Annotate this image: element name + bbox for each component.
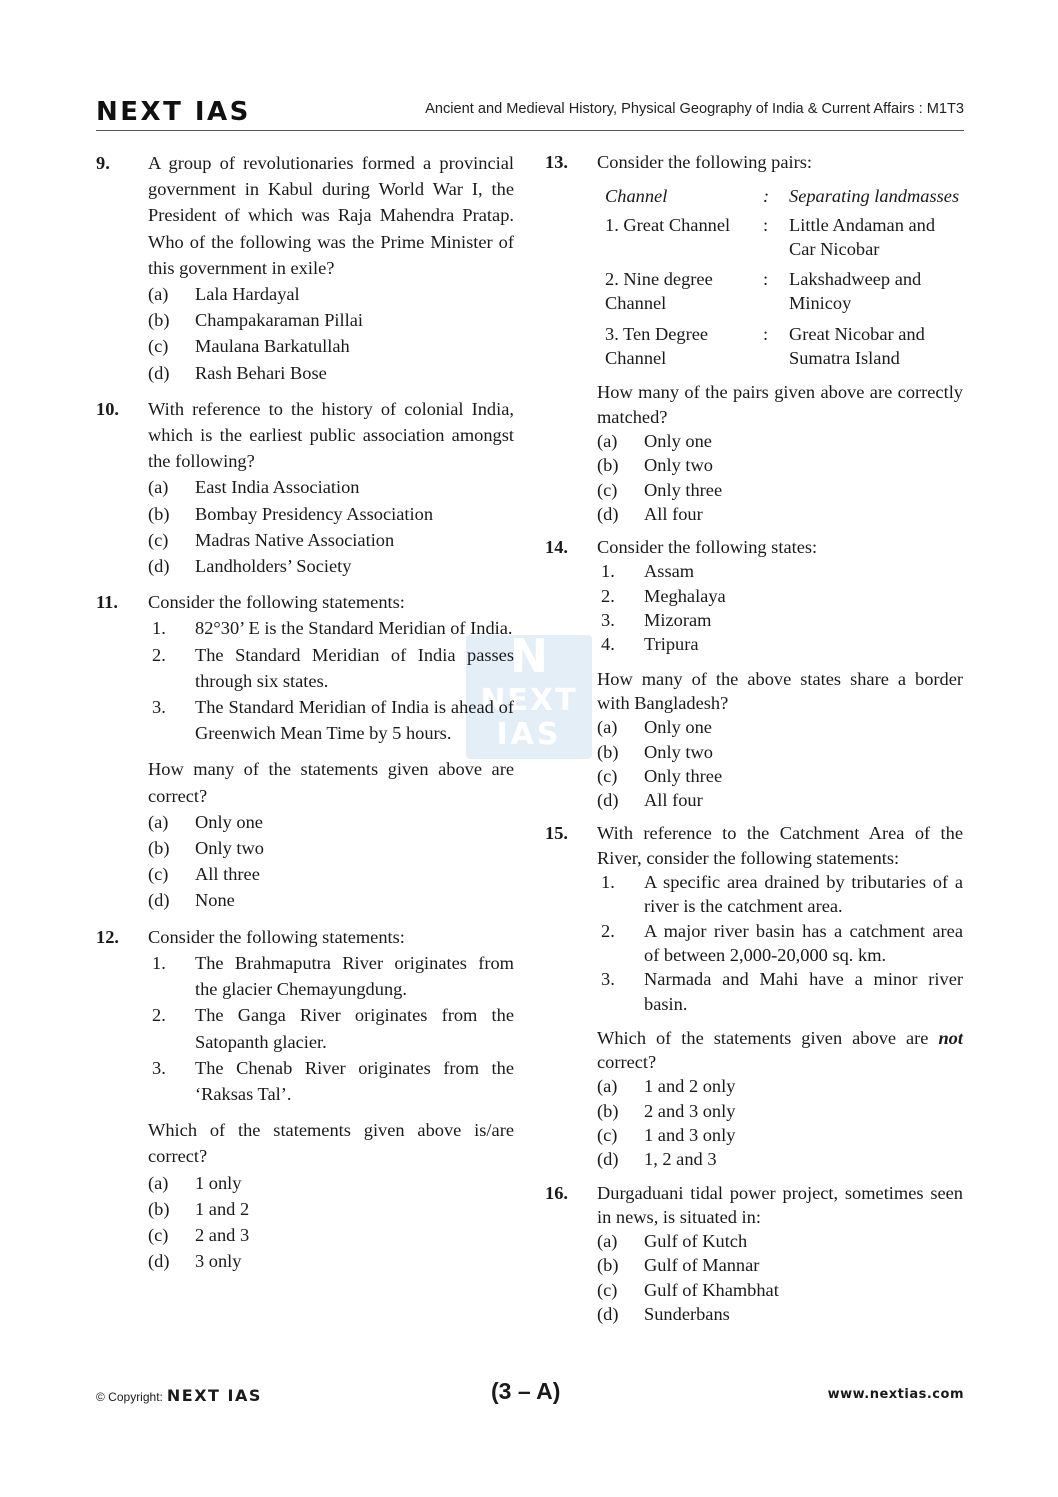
pair-sep: : [763,323,769,344]
question-stem: A group of revolutionaries formed a provincial government in Kabul during World War I, the President of which was Raja Mahendra Pratap. Who of the following was the Prime Minister of this government in exile? [148,153,514,278]
statement-number: 1. [152,952,166,973]
state-1 [597,559,963,583]
option-text: Only one [195,811,263,832]
option-letter: (b) [148,310,170,331]
watermark-n: N [509,629,549,683]
statement-1 [148,950,514,1002]
option-b[interactable] [148,501,514,527]
statement-number: 1. [601,872,615,893]
option-d[interactable] [597,788,963,812]
statement-1 [148,615,514,641]
option-a[interactable] [148,281,514,307]
option-letter: (d) [597,1304,619,1325]
option-b[interactable] [148,1196,514,1222]
statement-2 [148,642,514,694]
option-c[interactable] [148,333,514,359]
option-text: 3 only [195,1251,242,1272]
option-letter: (d) [597,503,619,524]
option-letter: (b) [597,741,619,762]
option-letter: (a) [597,717,618,738]
option-b[interactable] [597,453,963,477]
option-text: 1, 2 and 3 [644,1149,717,1170]
option-text: Maulana Barkatullah [195,336,350,357]
option-text: 2 and 3 only [644,1100,736,1121]
statement-text: 82°30’ E is the Standard Meridian of India. [195,618,513,639]
pair-channel: 2. Nine degree Channel [605,269,713,314]
statement-number: 1. [152,618,166,639]
statement-number: 2. [601,585,615,606]
option-letter: (d) [597,1149,619,1170]
state-2 [597,584,963,608]
statement-3 [597,967,963,1016]
follow-text-a: Which of the statements given above are [597,1027,929,1048]
pair-row-2 [605,267,965,316]
option-text: 1 and 3 only [644,1124,736,1145]
left-column [96,150,514,1274]
statement-number: 3. [601,969,615,990]
option-b[interactable] [597,1253,963,1277]
option-b[interactable] [597,740,963,764]
option-letter: (b) [597,1100,619,1121]
option-c[interactable] [597,1123,963,1147]
pair-row-3 [605,322,965,371]
option-letter: (a) [597,1231,618,1252]
option-letter: (a) [148,811,169,832]
page-footer [96,1378,964,1408]
statement-number: 2. [152,644,166,665]
question-number: 11. [96,592,118,613]
question-stem: Durgaduani tidal power project, sometimes seen in news, is situated in: [597,1182,963,1227]
option-c[interactable] [597,764,963,788]
option-d[interactable] [148,887,514,913]
page-number: (3 – A) [491,1378,561,1404]
statement-text: Meghalaya [644,585,726,606]
statement-3 [148,694,514,746]
option-letter: (c) [597,479,618,500]
statement-text: Assam [644,561,695,582]
option-text: Only two [195,838,264,859]
option-letter: (a) [148,284,169,305]
option-letter: (d) [148,890,170,911]
option-a[interactable] [597,429,963,453]
question-number: 12. [96,926,119,947]
option-text: Bombay Presidency Association [195,503,434,524]
statement-3 [148,1055,514,1107]
header-title: Ancient and Medieval History, Physical Geography of India & Current Affairs : M1T3 [425,101,964,117]
question-follow: How many of the above states share a border with Bangladesh? [597,668,963,713]
question-stem: Consider the following pairs: [597,152,813,172]
option-text: 1 and 2 [195,1198,250,1219]
statement-text: The Standard Meridian of India is ahead of Greenwich Mean Time by 5 hours. [195,697,514,744]
option-b[interactable] [597,1099,963,1123]
option-text: None [195,890,235,911]
question-15 [545,821,963,1171]
statement-number: 2. [152,1005,166,1026]
statement-text: Mizoram [644,610,712,631]
option-text: All three [195,864,260,885]
option-letter: (c) [597,1124,618,1145]
option-text: Sunderbans [644,1304,730,1325]
statement-number: 3. [152,697,166,718]
statement-text: Narmada and Mahi have a minor river basin. [644,969,963,1014]
option-text: Madras Native Association [195,529,395,550]
option-text: Rash Behari Bose [195,362,327,383]
pairs-header-sep: : [763,186,770,207]
option-letter: (d) [148,556,170,577]
watermark-next: NEXT [480,683,578,718]
option-text: Only two [644,455,713,476]
question-number: 15. [545,823,568,844]
option-letter: (c) [597,765,618,786]
question-follow: How many of the statements given above are correct? [148,759,514,806]
pair-channel: 3. Ten Degree Channel [605,323,709,369]
statement-number: 1. [601,561,615,582]
option-a[interactable] [597,1074,963,1098]
question-follow [597,1026,963,1075]
statement-text: A specific area drained by tributaries of a river is the catchment area. [644,872,963,917]
option-text: Gulf of Khambhat [644,1279,779,1300]
option-letter: (d) [597,790,619,811]
statement-number: 3. [152,1057,166,1078]
option-text: Only one [644,717,712,738]
statement-2 [597,919,963,968]
option-text: Only one [644,430,712,451]
option-text: 1 and 2 only [644,1076,736,1097]
statement-text: Tripura [644,634,699,655]
option-letter: (c) [148,336,169,357]
question-stem: With reference to the Catchment Area of the River, consider the following statements: [597,823,963,868]
option-text: All four [644,790,703,811]
question-14 [545,535,963,812]
copyright [96,1386,262,1405]
right-column [545,150,963,1326]
question-9 [96,150,514,386]
option-letter: (d) [148,1251,170,1272]
statement-2 [148,1002,514,1054]
option-text: Only three [644,765,723,786]
question-number: 13. [545,152,568,172]
follow-text-b: correct? [597,1052,657,1073]
option-text: 2 and 3 [195,1224,250,1245]
option-c[interactable] [597,478,963,502]
brand-logo: NEXT IAS [96,97,251,127]
copyright-text: © Copyright: [96,1390,163,1404]
footer-brand: NEXT IAS [166,1386,262,1405]
pairs-header [605,184,965,208]
option-text: Only two [644,741,713,762]
option-letter: (c) [148,529,169,550]
option-letter: (b) [148,503,170,524]
option-d[interactable] [597,1302,963,1326]
option-d[interactable] [148,1248,514,1274]
option-b[interactable] [148,307,514,333]
option-text: Only three [644,479,723,500]
question-stem: Consider the following statements: [148,592,405,613]
option-a[interactable] [597,1229,963,1253]
option-letter: (b) [148,838,170,859]
option-letter: (b) [148,1198,170,1219]
statement-text: The Brahmaputra River originates from the glacier Chemayungdung. [195,952,514,1000]
pairs-header-col2: Separating landmasses [789,186,960,207]
option-c[interactable] [148,861,514,887]
state-3 [597,608,963,632]
question-follow: How many of the pairs given above are correctly matched? [597,382,963,427]
option-letter: (b) [597,455,619,476]
question-13 [545,150,963,526]
pair-sep: : [763,269,769,290]
pair-row-1 [605,213,965,262]
statement-text: The Ganga River originates from the Satopanth glacier. [195,1005,514,1052]
option-d[interactable] [597,1147,963,1171]
option-letter: (a) [597,1076,618,1097]
question-follow: Which of the statements given above is/are correct? [148,1120,514,1167]
question-stem: With reference to the history of colonial India, which is the earliest public association amongst the following? [148,398,514,472]
question-number: 14. [545,537,568,558]
statement-1 [597,870,963,919]
option-text: Champakaraman Pillai [195,310,364,331]
option-text: 1 only [195,1172,242,1193]
option-text: Gulf of Kutch [644,1231,748,1252]
option-a[interactable] [597,715,963,739]
pair-landmasses: Lakshadweep and Minicoy [789,269,922,314]
option-letter: (b) [597,1255,619,1276]
statement-number: 2. [601,920,615,941]
option-letter: (a) [148,477,169,498]
question-number: 16. [545,1182,568,1203]
option-text: Lala Hardayal [195,284,300,305]
option-text: East India Association [195,477,360,498]
option-c[interactable] [148,1222,514,1248]
question-number: 10. [96,398,119,419]
option-d[interactable] [597,502,963,526]
option-letter: (a) [597,430,618,451]
option-c[interactable] [597,1278,963,1302]
statement-text: A major river basin has a catchment area of between 2,000-20,000 sq. km. [644,920,963,965]
option-letter: (d) [148,362,170,383]
option-letter: (c) [148,864,169,885]
pairs-table [605,184,965,370]
question-10 [96,396,514,579]
option-b[interactable] [148,835,514,861]
page-header [96,96,964,131]
option-c[interactable] [148,527,514,553]
option-d[interactable] [148,360,514,386]
pair-channel: 1. Great Channel [605,214,731,235]
question-16 [545,1181,963,1327]
option-a[interactable] [148,474,514,500]
state-4 [597,632,963,656]
pair-sep: : [763,214,769,235]
statement-number: 4. [601,634,615,655]
option-a[interactable] [148,809,514,835]
statement-text: The Chenab River originates from the ‘Raksas Tal’. [195,1057,514,1104]
option-a[interactable] [148,1170,514,1196]
question-number: 9. [96,153,110,173]
follow-not-emphasis: not [938,1027,963,1048]
website-url: www.nextias.com [827,1387,964,1402]
statement-number: 3. [601,610,615,631]
option-text: All four [644,503,703,524]
question-12 [96,924,514,1275]
option-text: Landholders’ Society [195,556,352,577]
option-letter: (a) [148,1172,169,1193]
option-d[interactable] [148,553,514,579]
pairs-header-col1: Channel [605,186,668,207]
question-stem: Consider the following statements: [148,926,405,947]
pair-landmasses: Little Andaman and Car Nicobar [789,214,936,259]
watermark-ias: IAS [496,717,562,752]
statement-text: The Standard Meridian of India passes through six states. [195,644,514,691]
option-letter: (c) [148,1224,169,1245]
option-letter: (c) [597,1279,618,1300]
question-stem: Consider the following states: [597,537,818,558]
pair-landmasses: Great Nicobar and Sumatra Island [789,323,925,369]
option-text: Gulf of Mannar [644,1255,760,1276]
question-11 [96,589,514,913]
